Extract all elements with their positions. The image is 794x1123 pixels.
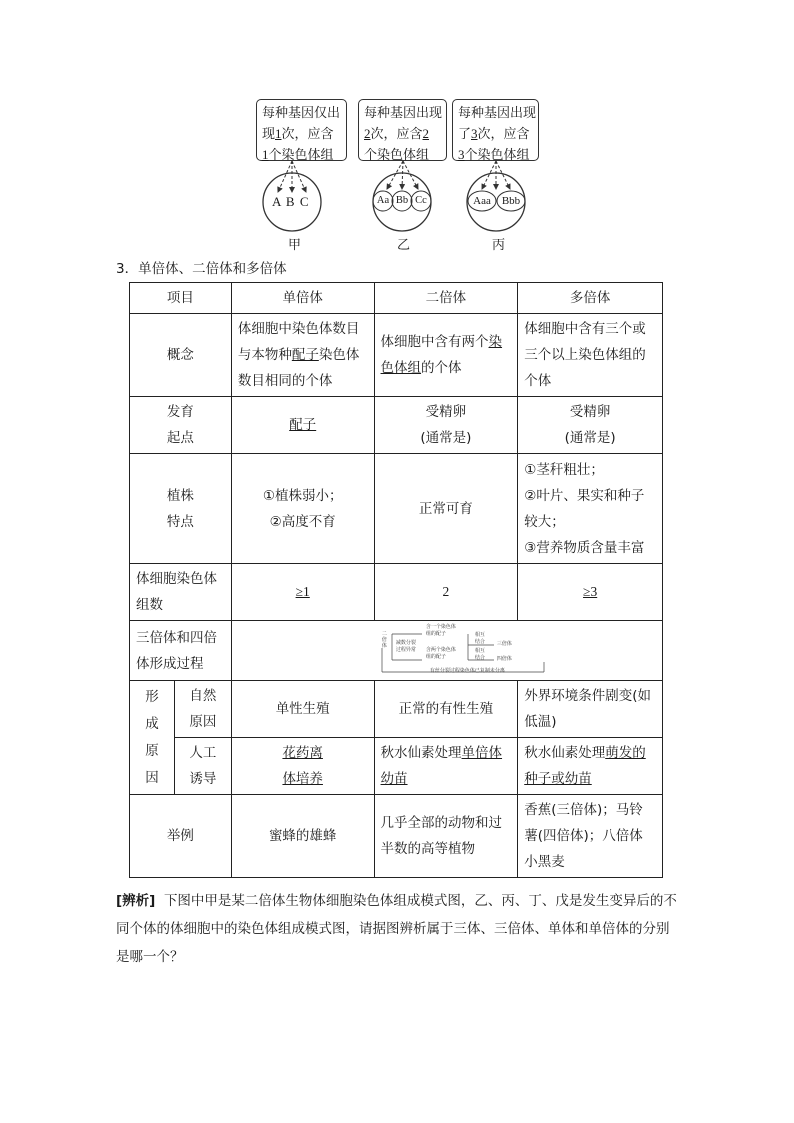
process-g2: 含两个染色体 xyxy=(425,647,456,653)
cell-traits-polyploid: ①茎秆粗壮； ②叶片、果实和种子较大； ③营养物质含量丰富 xyxy=(518,454,663,564)
process-r1: 三倍体 xyxy=(496,641,512,647)
cell-origin-polyploid: 受精卵 (通常是) xyxy=(518,397,663,454)
row-cause-natural xyxy=(130,681,663,738)
cell-example-diploid: 几乎全部的动物和过半数的高等植物 xyxy=(374,795,518,878)
sub-label-artificial: 人工 诱导 xyxy=(174,738,231,795)
cell-traits-diploid: 正常可育 xyxy=(374,454,518,564)
table-header-row xyxy=(130,283,663,314)
row-origin xyxy=(130,397,663,454)
process-mid2: 过程异常 xyxy=(395,647,416,653)
gene-box-3: 每种基因出现 了3次，应含 3个染色体组 xyxy=(452,99,539,161)
gene-label: Cc xyxy=(415,195,427,206)
process-left: 二倍体 xyxy=(381,631,387,649)
cell-example-haploid: 蜜蜂的雄蜂 xyxy=(231,795,374,878)
cell-jia-genes: A B C xyxy=(272,194,310,209)
process-mid1: 减数分裂 xyxy=(395,640,416,646)
row-label: 概念 xyxy=(130,314,232,397)
process-r2: 四倍体 xyxy=(496,656,512,662)
row-label: 植株 特点 xyxy=(130,454,232,564)
ploidy-comparison-table xyxy=(129,282,663,878)
row-sets xyxy=(130,564,663,621)
cell-example-polyploid: 香蕉(三倍体)；马铃薯(四倍体)；八倍体小黑麦 xyxy=(518,795,663,878)
caption-yi: 乙 xyxy=(397,237,411,252)
gene-label: Bbb xyxy=(501,195,521,207)
header-polyploid: 多倍体 xyxy=(518,283,663,314)
cell-concept-diploid: 体细胞中含有两个染色体组的个体 xyxy=(374,314,518,397)
cell-artificial-polyploid: 秋水仙素处理萌发的种子或幼苗 xyxy=(518,738,663,795)
analysis-tag: [辨析] xyxy=(116,893,156,909)
cell-origin-diploid: 受精卵 (通常是) xyxy=(374,397,518,454)
row-examples xyxy=(130,795,663,878)
cell-natural-haploid: 单性生殖 xyxy=(231,681,374,738)
caption-bing: 丙 xyxy=(492,237,506,252)
cell-natural-diploid: 正常的有性生殖 xyxy=(374,681,518,738)
row-label-cause: 形 成 原 因 xyxy=(130,681,175,795)
gene-label: Aa xyxy=(376,195,390,206)
process-g2b: 组的配子 xyxy=(425,654,446,660)
row-traits xyxy=(130,454,663,564)
cell-artificial-diploid: 秋水仙素处理单倍体幼苗 xyxy=(374,738,518,795)
process-f1b: 结合 xyxy=(474,639,485,645)
cell-process-diagram xyxy=(231,621,662,681)
row-label: 举例 xyxy=(130,795,232,878)
sub-label-natural: 自然 原因 xyxy=(174,681,231,738)
analysis-text: 下图中甲是某二倍体生物体细胞染色体组成模式图，乙、丙、丁、戊是发生变异后的不同个体的体细胞中的染色体组成模式图，请据图辨析属于三体、三倍体、单体和单倍体的分别是哪一个？ xyxy=(116,893,677,965)
process-f1: 相互 xyxy=(474,632,485,638)
gene-label: Aaa xyxy=(473,195,491,207)
row-label: 三倍体和四倍体形成过程 xyxy=(130,621,232,681)
process-f2: 相互 xyxy=(474,648,485,654)
section-title: 3．单倍体、二倍体和多倍体 xyxy=(116,261,287,277)
header-item: 项目 xyxy=(130,283,232,314)
cell-artificial-haploid: 花药离 体培养 xyxy=(231,738,374,795)
row-concept xyxy=(130,314,663,397)
analysis-paragraph xyxy=(116,887,681,971)
process-g1b: 组的配子 xyxy=(425,631,446,637)
cell-origin-haploid: 配子 xyxy=(231,397,374,454)
process-note: 有丝分裂过程染色体已复制未分离 xyxy=(429,668,505,674)
cell-concept-polyploid: 体细胞中含有三个或三个以上染色体组的个体 xyxy=(518,314,663,397)
process-f2b: 结合 xyxy=(474,655,485,661)
row-label: 发育 起点 xyxy=(130,397,232,454)
caption-jia: 甲 xyxy=(288,237,302,252)
row-cause-artificial xyxy=(130,738,663,795)
cell-sets-diploid: 2 xyxy=(374,564,518,621)
cell-sets-haploid: ≥1 xyxy=(231,564,374,621)
header-diploid: 二倍体 xyxy=(374,283,518,314)
cell-traits-haploid: ①植株弱小； ②高度不育 xyxy=(231,454,374,564)
header-haploid: 单倍体 xyxy=(231,283,374,314)
gene-box-1: 每种基因仅出 现1次，应含 1个染色体组 xyxy=(256,99,347,161)
cell-sets-polyploid: ≥3 xyxy=(518,564,663,621)
gene-box-2: 每种基因出现 2次，应含2 个染色体组 xyxy=(358,99,447,161)
row-label: 体细胞染色体组数 xyxy=(130,564,232,621)
cell-natural-polyploid: 外界环境条件剧变(如低温) xyxy=(518,681,663,738)
row-process xyxy=(130,621,663,681)
cell-concept-haploid: 体细胞中染色体数目与本物种配子染色体数目相同的个体 xyxy=(231,314,374,397)
gene-label: Bb xyxy=(395,195,409,206)
process-g1: 含一个染色体 xyxy=(425,624,456,630)
